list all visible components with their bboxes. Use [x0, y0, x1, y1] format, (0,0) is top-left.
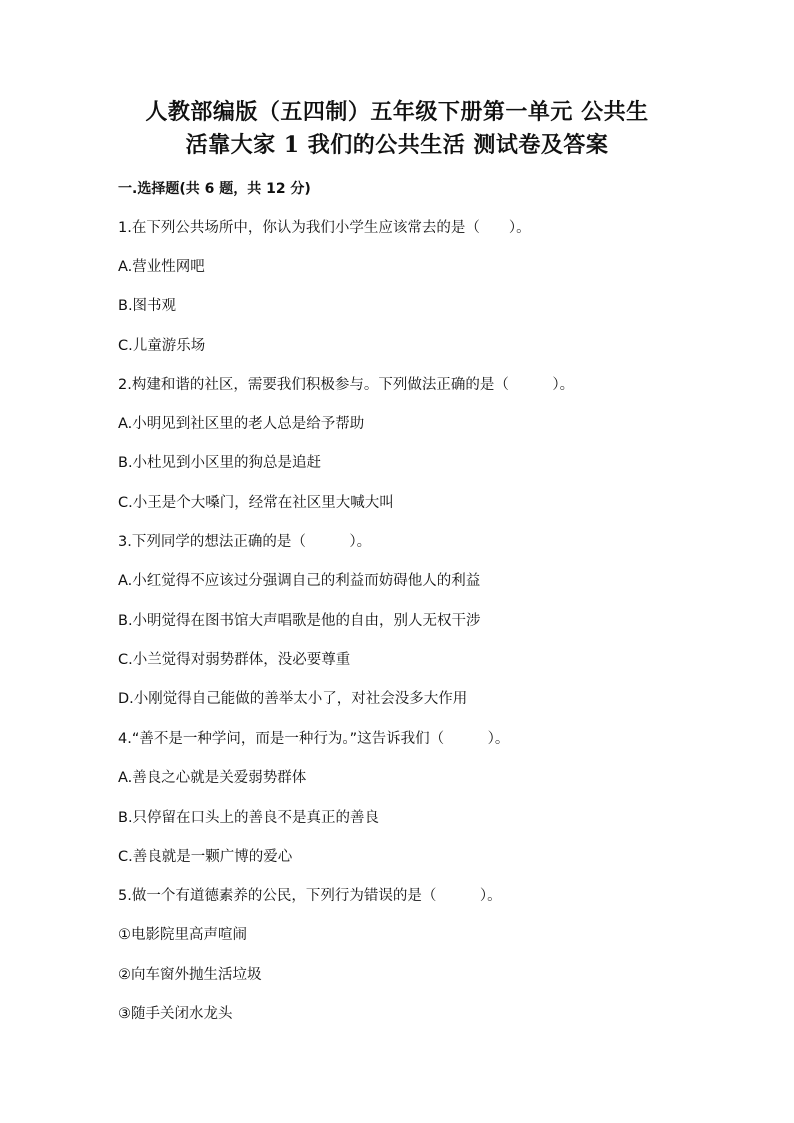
document-title-line-2: 活靠大家 1 我们的公共生活 测试卷及答案 — [185, 132, 609, 158]
question-1-option-a: A.营业性网吧 — [118, 259, 205, 275]
question-3-option-b: B.小明觉得在图书馆大声唱歌是他的自由，别人无权干涉 — [118, 613, 481, 629]
question-3-option-d: D.小刚觉得自己能做的善举太小了，对社会没多大作用 — [118, 691, 468, 707]
question-2-option-a: A.小明见到社区里的老人总是给予帮助 — [118, 416, 365, 432]
question-5-stem: 5.做一个有道德素养的公民，下列行为错误的是（ ）。 — [118, 888, 502, 904]
document-title-line-1: 人教部编版（五四制）五年级下册第一单元 公共生 — [145, 99, 649, 125]
question-3-option-c: C.小兰觉得对弱势群体，没必要尊重 — [118, 652, 351, 668]
question-5-item-3: ③随手关闭水龙头 — [118, 1006, 233, 1022]
question-3-option-a: A.小红觉得不应该过分强调自己的利益而妨碍他人的利益 — [118, 573, 481, 589]
question-4-option-c: C.善良就是一颗广博的爱心 — [118, 849, 293, 865]
question-4-stem: 4.“善不是一种学问，而是一种行为。”这告诉我们（ ）。 — [118, 731, 510, 747]
question-4-option-a: A.善良之心就是关爱弱势群体 — [118, 770, 307, 786]
section-heading: 一.选择题(共 6 题，共 12 分) — [118, 181, 311, 197]
question-4-option-b: B.只停留在口头上的善良不是真正的善良 — [118, 810, 380, 826]
question-5-item-2: ②向车窗外抛生活垃圾 — [118, 967, 262, 983]
question-2-option-c: C.小王是个大嗓门，经常在社区里大喊大叫 — [118, 495, 394, 511]
question-5-item-1: ①电影院里高声喧闹 — [118, 927, 247, 943]
question-1-stem: 1.在下列公共场所中，你认为我们小学生应该常去的是（ ）。 — [118, 220, 531, 236]
question-3-stem: 3.下列同学的想法正确的是（ ）。 — [118, 534, 372, 550]
question-1-option-c: C.儿童游乐场 — [118, 338, 206, 354]
question-2-option-b: B.小杜见到小区里的狗总是追赶 — [118, 455, 322, 471]
question-1-option-b: B.图书观 — [118, 298, 177, 314]
question-2-stem: 2.构建和谐的社区，需要我们积极参与。下列做法正确的是（ ）。 — [118, 377, 575, 393]
